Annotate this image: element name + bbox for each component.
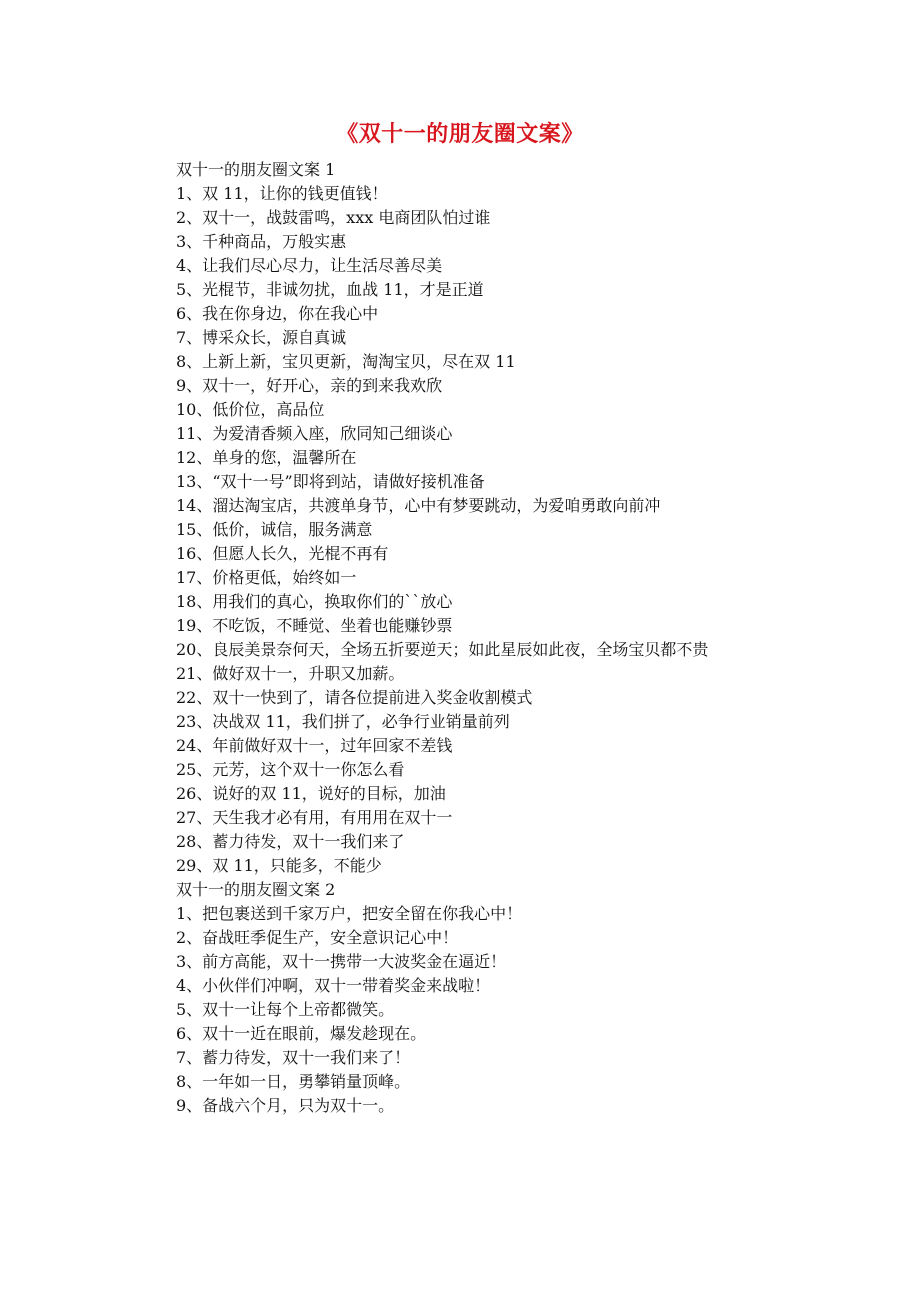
list-item: 5、双十一让每个上帝都微笑。 <box>176 1000 395 1019</box>
document-title: 《双十一的朋友圈文案》 <box>336 121 584 147</box>
list-item: 6、我在你身边，你在我心中 <box>176 304 379 323</box>
list-item: 3、千种商品，万般实惠 <box>176 232 347 251</box>
list-item: 22、双十一快到了，请各位提前进入奖金收割模式 <box>176 688 533 707</box>
list-item: 2、奋战旺季促生产，安全意识记心中！ <box>176 928 459 947</box>
list-item: 28、蓄力待发，双十一我们来了 <box>176 832 405 851</box>
list-item: 19、不吃饭，不睡觉、坐着也能赚钞票 <box>176 616 453 635</box>
list-item: 4、让我们尽心尽力，让生活尽善尽美 <box>176 256 443 275</box>
list-item: 3、前方高能，双十一携带一大波奖金在逼近！ <box>176 952 507 971</box>
list-item: 18、用我们的真心，换取你们的``放心 <box>176 592 453 611</box>
list-item: 5、光棍节，非诚勿扰，血战 11，才是正道 <box>176 280 484 299</box>
list-item: 6、双十一近在眼前，爆发趁现在。 <box>176 1024 427 1043</box>
list-item: 27、天生我才必有用，有用用在双十一 <box>176 808 453 827</box>
list-item: 4、小伙伴们冲啊，双十一带着奖金来战啦！ <box>176 976 491 995</box>
list-item: 7、博采众长，源自真诚 <box>176 328 347 347</box>
section-heading: 双十一的朋友圈文案 2 <box>176 880 336 899</box>
list-item: 29、双 11，只能多，不能少 <box>176 856 382 875</box>
list-item: 17、价格更低，始终如一 <box>176 568 357 587</box>
list-item: 9、双十一，好开心，亲的到来我欢欣 <box>176 376 443 395</box>
list-item: 11、为爱清香频入座，欣同知己细谈心 <box>176 424 453 443</box>
list-item: 25、元芳，这个双十一你怎么看 <box>176 760 405 779</box>
list-item: 12、单身的您，温馨所在 <box>176 448 357 467</box>
list-item: 10、低价位，高品位 <box>176 400 325 419</box>
list-item: 21、做好双十一，升职又加薪。 <box>176 664 405 683</box>
section-heading: 双十一的朋友圈文案 1 <box>176 160 336 179</box>
list-item: 20、良辰美景奈何天，全场五折要逆天；如此星辰如此夜，全场宝贝都不贵 <box>176 640 709 659</box>
list-item: 8、上新上新，宝贝更新，淘淘宝贝，尽在双 11 <box>176 352 516 371</box>
list-item: 23、决战双 11，我们拼了，必争行业销量前列 <box>176 712 510 731</box>
list-item: 7、蓄力待发，双十一我们来了！ <box>176 1048 411 1067</box>
list-item: 9、备战六个月，只为双十一。 <box>176 1096 395 1115</box>
list-item: 2、双十一，战鼓雷鸣，xxx 电商团队怕过谁 <box>176 208 491 227</box>
list-item: 14、溜达淘宝店，共渡单身节，心中有梦要跳动，为爱咱勇敢向前冲 <box>176 496 661 515</box>
document-body <box>140 158 780 1118</box>
list-item: 13、“双十一号”即将到站，请做好接机准备 <box>176 472 485 491</box>
list-item: 26、说好的双 11，说好的目标，加油 <box>176 784 446 803</box>
list-item: 16、但愿人长久，光棍不再有 <box>176 544 389 563</box>
list-item: 24、年前做好双十一，过年回家不差钱 <box>176 736 453 755</box>
list-item: 8、一年如一日，勇攀销量顶峰。 <box>176 1072 411 1091</box>
list-item: 15、低价，诚信，服务满意 <box>176 520 373 539</box>
list-item: 1、把包裹送到千家万户，把安全留在你我心中！ <box>176 904 523 923</box>
list-item: 1、双 11，让你的钱更值钱！ <box>176 184 388 203</box>
